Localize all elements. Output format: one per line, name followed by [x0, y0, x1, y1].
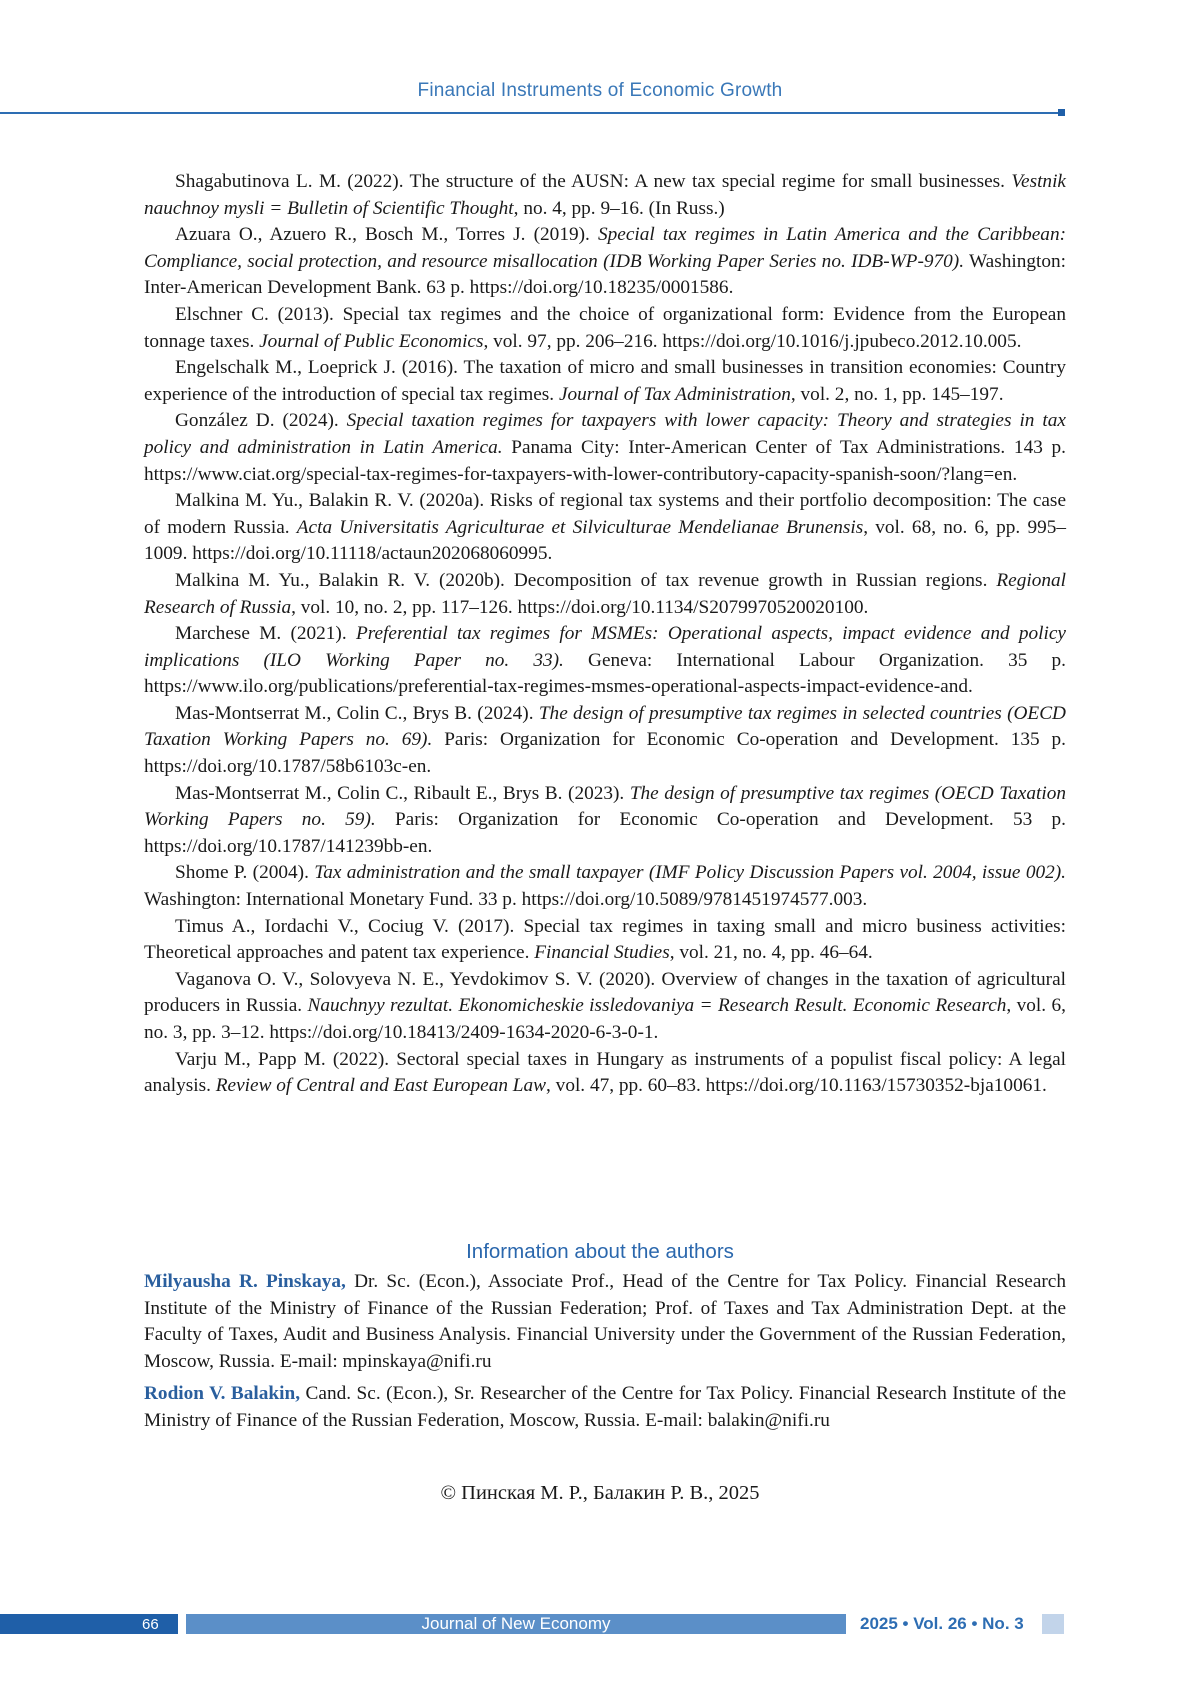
journal-name: Journal of New Economy: [186, 1614, 846, 1634]
header-rule-end-marker: [1058, 109, 1065, 116]
reference-item: Elschner C. (2013). Special tax regimes and the choice of organizational form: Evidence from the European tonnage taxes. Journal of Public Economics, vol. 97, pp. 206–216. https://doi.org/10.1016/j.jpubeco.2012.10.005.: [144, 303, 1066, 352]
page-number: 66: [142, 1616, 159, 1633]
reference-item: Shome P. (2004). Tax administration and the small taxpayer (IMF Policy Discussion Papers vol. 2004, issue 002). Washington: International Monetary Fund. 33 p. https://doi.org/10.5089/9781451974577.003.: [144, 862, 1066, 911]
author-details: Cand. Sc. (Econ.), Sr. Researcher of the Centre for Tax Policy. Financial Research Institute of the Ministry of Finance of the Russian Federation, Moscow, Russia. E-mail: balakin@nifi.ru: [144, 1383, 1066, 1431]
reference-item: Malkina M. Yu., Balakin R. V. (2020b). Decomposition of tax revenue growth in Russian regions. Regional Research of Russia, vol. 10, no. 2, pp. 117–126. https://doi.org/10.1134/S2079970520020100.: [144, 569, 1066, 618]
reference-list: [144, 169, 1066, 1100]
reference-item: Azuara O., Azuero R., Bosch M., Torres J. (2019). Special tax regimes in Latin America and the Caribbean: Compliance, social protection, and resource misallocation (IDB Working Paper Series no. IDB-WP-970). Washington: Inter-American Development Bank. 63 p. https://doi.org/10.18235/0001586.: [144, 224, 1067, 299]
reference-item: Mas-Montserrat M., Colin C., Brys B. (2024). The design of presumptive tax regimes in selected countries (OECD Taxation Working Papers no. 69). Paris: Organization for Economic Co-operation and Development. 135 p. https://doi.org/10.1787/58b6103c-en.: [144, 702, 1066, 778]
issue-info: 2025 • Vol. 26 • No. 3: [860, 1614, 1024, 1633]
reference-item: Timus A., Iordachi V., Cociug V. (2017). Special tax regimes in taxing small and micro business activities: Theoretical approaches and patent tax experience. Financial Studies, vol. 21, no. 4, pp. 46–64.: [144, 915, 1066, 964]
copyright-notice: © Пинская М. Р., Балакин Р. В., 2025: [440, 1482, 760, 1504]
reference-item: Vaganova O. V., Solovyeva N. E., Yevdokimov S. V. (2020). Overview of changes in the taxation of agricultural producers in Russia. Nauchnyy rezultat. Ekonomicheskie issledovaniya = Research Result. Economic Research, vol. 6, no. 3, pp. 3–12. https://doi.org/10.18413/2409-1634-2020-6-3-0-1.: [144, 968, 1066, 1043]
authors-section-title: Information about the authors: [466, 1240, 734, 1263]
running-title: Financial Instruments of Economic Growth: [417, 80, 783, 101]
reference-item: Mas-Montserrat M., Colin C., Ribault E., Brys B. (2023). The design of presumptive tax regimes (OECD Taxation Working Papers no. 59). Paris: Organization for Economic Co-operation and Development. 53 p. https://doi.org/10.1787/141239bb-en.: [144, 782, 1066, 857]
reference-item: Shagabutinova L. M. (2022). The structure of the AUSN: A new tax special regime for small businesses. Vestnik nauchnoy mysli = Bulletin of Scientific Thought, no. 4, pp. 9–16. (In Russ.): [144, 171, 1066, 219]
author-name: Milyausha R. Pinskaya,: [144, 1271, 346, 1292]
reference-item: González D. (2024). Special taxation regimes for taxpayers with lower capacity: Theory and strategies in tax policy and administration in Latin America. Panama City: Inter-American Center of Tax Administrations. 143 p. https://www.ciat.org/special-tax-regimes-for-taxpayers-with-lower-contributory-capacity-spanish-soon/?lang=en.: [144, 410, 1066, 485]
author-name: Rodion V. Balakin,: [144, 1383, 301, 1405]
header-rule: [0, 112, 1062, 114]
author-entry: [144, 1381, 1066, 1434]
reference-item: Varju M., Papp M. (2022). Sectoral special taxes in Hungary as instruments of a populist fiscal policy: A legal analysis. Review of Central and East European Law, vol. 47, pp. 60–83. https://doi.org/10.1163/15730352-bja10061.: [144, 1048, 1066, 1097]
author-entry: [144, 1269, 1066, 1375]
footer-end-marker: [1042, 1614, 1064, 1634]
reference-item: Malkina M. Yu., Balakin R. V. (2020a). Risks of regional tax systems and their portfolio decomposition: The case of modern Russia. Acta Universitatis Agriculturae et Silviculturae Mendelianae Brunensis, vol. 68, no. 6, pp. 995–1009. https://doi.org/10.11118/actaun202068060995.: [144, 490, 1067, 565]
reference-item: Marchese M. (2021). Preferential tax regimes for MSMEs: Operational aspects, impact evidence and policy implications (ILO Working Paper no. 33). Geneva: International Labour Organization. 35 p. https://www.ilo.org/publications/preferential-tax-regimes-msmes-operational-aspects-impact-evidence-and.: [144, 623, 1066, 698]
reference-item: Engelschalk M., Loeprick J. (2016). The taxation of micro and small businesses in transition economies: Country experience of the introduction of special tax regimes. Journal of Tax Administration, vol. 2, no. 1, pp. 145–197.: [144, 357, 1066, 405]
author-details: Dr. Sc. (Econ.), Associate Prof., Head of the Centre for Tax Policy. Financial Research Institute of the Ministry of Finance of the Russian Federation; Prof. of Taxes and Tax Administration Dept. at the Faculty of Taxes, Audit and Business Analysis. Financial University under the Government of the Russian Federation, Moscow, Russia. E-mail: mpinskaya@nifi.ru: [144, 1271, 1066, 1372]
authors-info: [144, 1269, 1066, 1441]
